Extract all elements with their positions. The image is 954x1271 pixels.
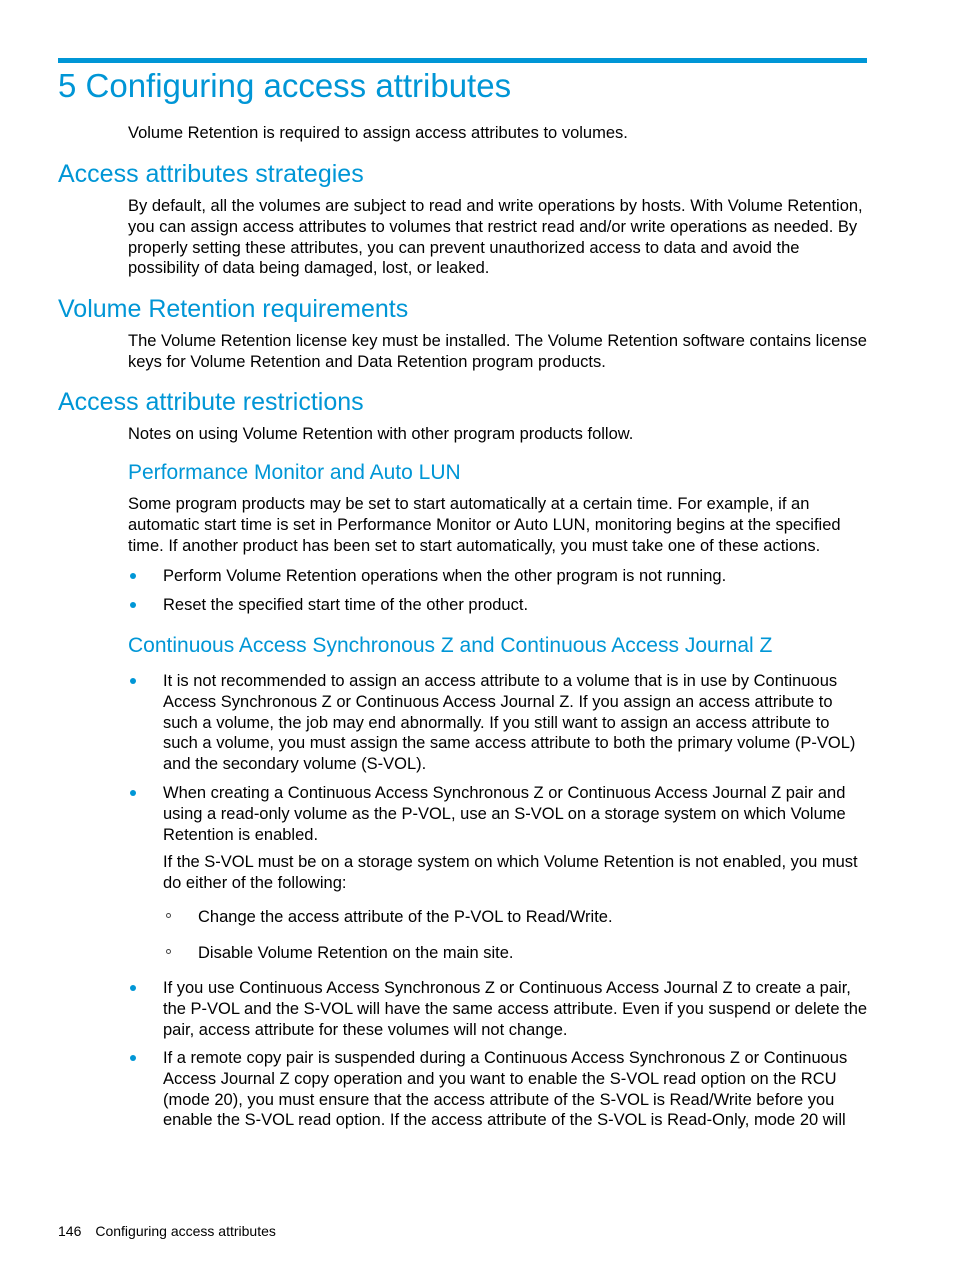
list-item — [163, 1048, 868, 1131]
performance-body: Some program products may be set to start automatically at a certain time. For example, if an automatic start time is set in Performance Monitor or Auto LUN, monitoring begins at the specified time. If another product has been set to start automatically, you must take one of these actions. — [128, 495, 841, 555]
sub-list-item — [198, 907, 868, 928]
chapter-intro: Volume Retention is required to assign access attributes to volumes. — [128, 124, 628, 142]
list-item-text: If you use Continuous Access Synchronous Z or Continuous Access Journal Z to create a pair, the P-VOL and the S-VOL will have the same access attribute. Even if you suspend or delete the pair, access attribute for these volumes will not change. — [163, 979, 868, 1039]
list-item-text: If a remote copy pair is suspended during a Continuous Access Synchronous Z or Continuous Access Journal Z copy operation and you want to enable the S-VOL read option on the RCU (mode 20), you must ensure that the access attribute of the S-VOL is Read/Write before you enable the S-VOL read option. If the access attribute of the S-VOL is Read-Only, mode 20 will — [163, 1049, 848, 1130]
page-number: 146 — [58, 1223, 82, 1239]
chapter-title: 5 Configuring access attributes — [58, 67, 512, 104]
list-item — [163, 595, 868, 616]
sub-list-item-text: Change the access attribute of the P-VOL to Read/Write. — [198, 908, 613, 926]
list-item — [163, 783, 868, 845]
list-item-text: When creating a Continuous Access Synchronous Z or Continuous Access Journal Z pair and using a read-only volume as the P-VOL, use an S-VOL on a storage system on which Volume Retention is enabled. — [163, 784, 846, 844]
hollow-bullet-icon — [166, 949, 171, 954]
list-item — [163, 978, 868, 1040]
heading-volume-retention-requirements: Volume Retention requirements — [58, 295, 409, 323]
heading-performance-monitor: Performance Monitor and Auto LUN — [128, 461, 461, 484]
list-item-followup: If the S-VOL must be on a storage system on which Volume Retention is not enabled, you must do either of the following: — [163, 853, 858, 892]
strategies-body: By default, all the volumes are subject to read and write operations by hosts. With Volume Retention, you can assign access attributes to volumes that restrict read and/or write operations as needed. By properly setting these attributes, you can prevent unauthorized access to data and avoid the possibility of data being damaged, lost, or leaked. — [128, 197, 863, 278]
list-item — [163, 671, 868, 775]
list-item-text: Reset the specified start time of the other product. — [163, 596, 529, 614]
heading-access-attributes-strategies: Access attributes strategies — [58, 160, 364, 188]
page-footer — [58, 1222, 276, 1240]
bullet-icon — [130, 790, 136, 796]
list-item-text: It is not recommended to assign an access attribute to a volume that is in use by Continuous Access Synchronous Z or Continuous Access Journal Z. If you assign an access attribute to such a volume, the job may end abnormally. If you still want to assign an access attribute to such a volume, you must assign the same access attribute to both the primary volume (P-VOL) and the secondary volume (S-VOL). — [163, 672, 856, 774]
requirements-body: The Volume Retention license key must be installed. The Volume Retention software contains license keys for Volume Retention and Data Retention program products. — [128, 332, 867, 371]
restrictions-body: Notes on using Volume Retention with other program products follow. — [128, 425, 634, 443]
bullet-icon — [130, 678, 136, 684]
list-item-text: Perform Volume Retention operations when the other program is not running. — [163, 567, 727, 585]
hollow-bullet-icon — [166, 913, 171, 918]
sub-list-item-text: Disable Volume Retention on the main site. — [198, 944, 514, 962]
bullet-icon — [130, 1055, 136, 1061]
list-item — [163, 566, 868, 587]
heading-access-attribute-restrictions: Access attribute restrictions — [58, 388, 364, 416]
heading-continuous-access: Continuous Access Synchronous Z and Continuous Access Journal Z — [128, 634, 773, 657]
bullet-icon — [130, 602, 136, 608]
footer-chapter-title: Configuring access attributes — [95, 1223, 276, 1239]
sub-list-item — [198, 943, 868, 964]
bullet-icon — [130, 985, 136, 991]
bullet-icon — [130, 573, 136, 579]
